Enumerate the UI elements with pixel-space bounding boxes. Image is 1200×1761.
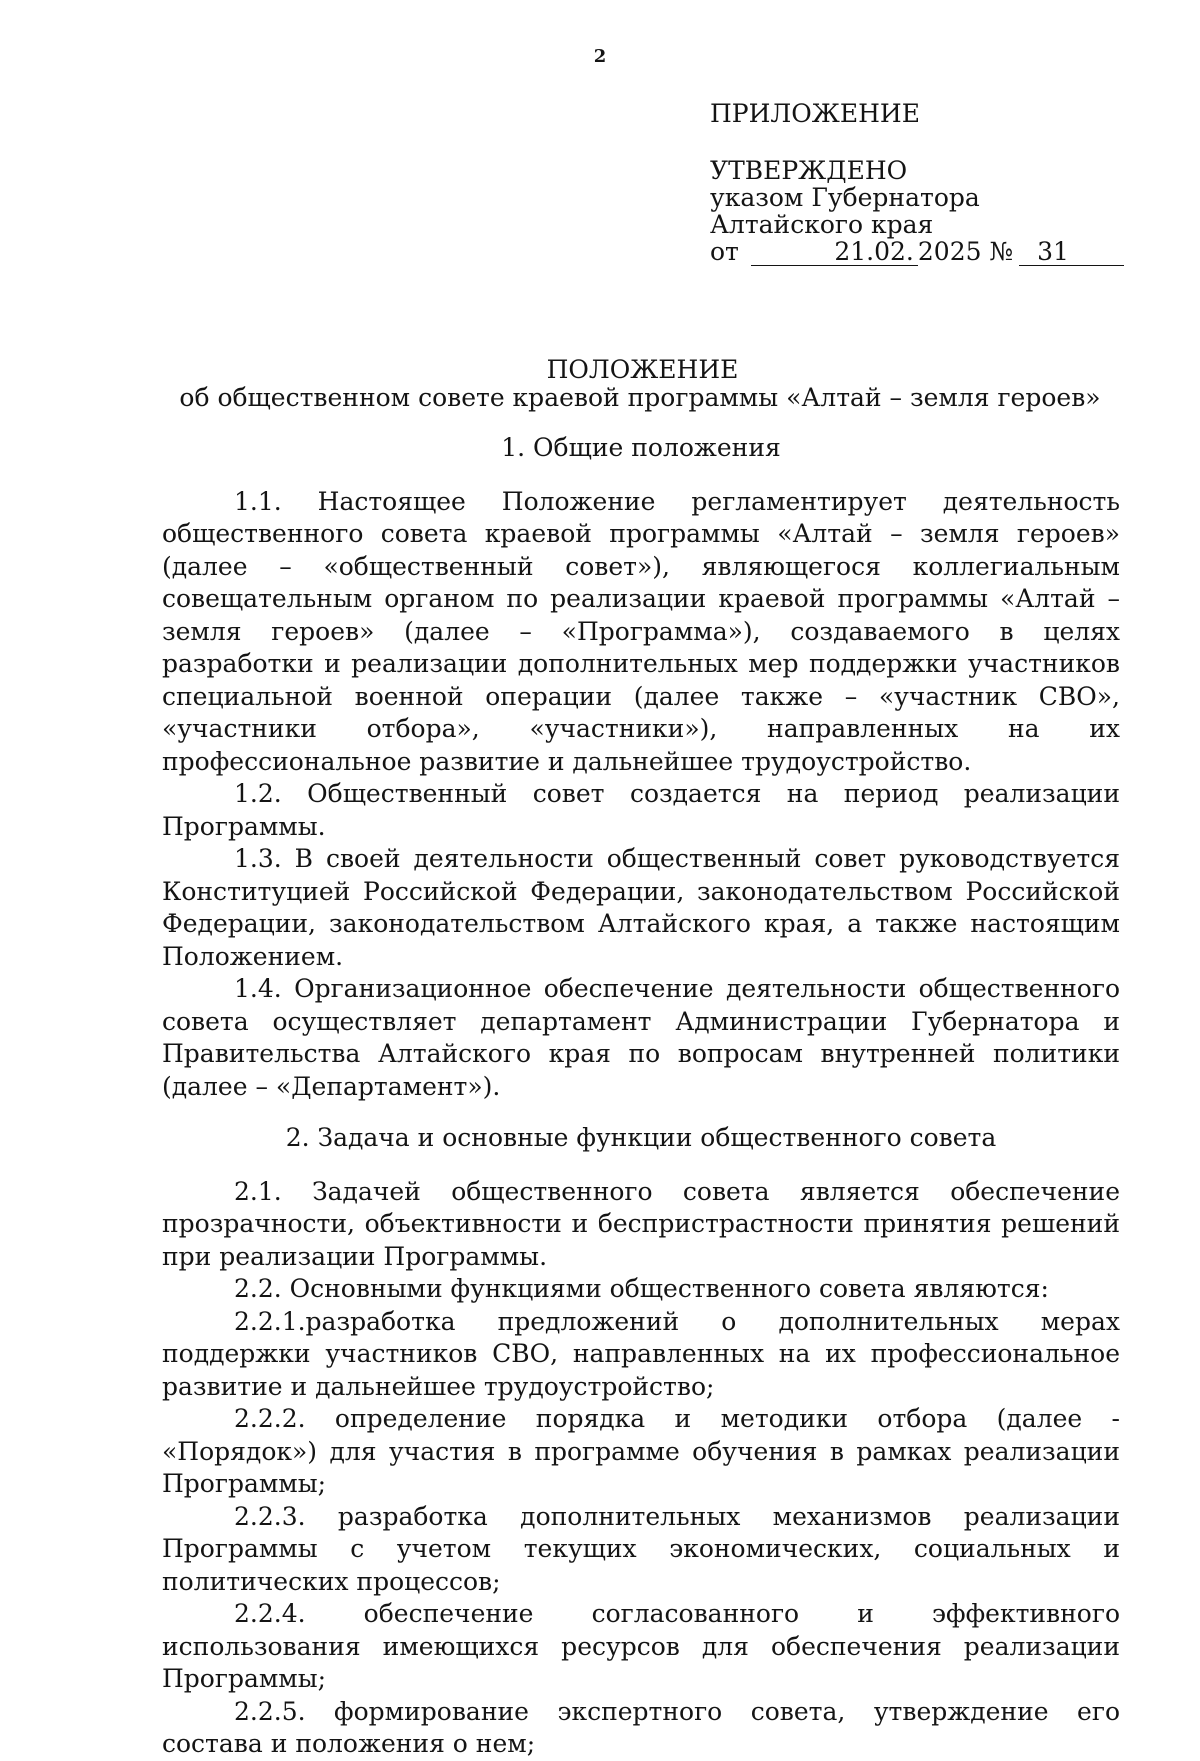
approval-line-2: Алтайского края [710, 210, 934, 239]
from-label: от [710, 237, 739, 266]
paragraph-2-2: 2.2. Основными функциями общественного совета являются: [234, 1274, 1049, 1303]
paragraph-2-2-2: 2.2.2. определение порядка и методики отбора (далее - «Порядок») для участия в программе обучения в рамках реализации Программы; [162, 1404, 1120, 1498]
paragraph-2-1: 2.1. Задачей общественного совета является обеспечение прозрачности, объективности и беспристрастности принятия решений при реализации Программы. [162, 1176, 1120, 1271]
paragraph-1-4: 1.4. Организационное обеспечение деятельности общественного совета осуществляет департамент Администрации Губернатора и Правительства Алтайского края по вопросам внутренней политики (далее – «Департамент»). [162, 974, 1120, 1101]
paragraph-2-2-3: 2.2.3. разработка дополнительных механизмов реализации Программы с учетом текущих экономических, социальных и политических процессов; [162, 1501, 1120, 1596]
document-body [162, 425, 1120, 1761]
document-title: ПОЛОЖЕНИЕ [546, 355, 739, 384]
approval-line-1: указом Губернатора [710, 183, 980, 212]
document-subtitle: об общественном совете краевой программы «Алтай – земля героев» [179, 383, 1101, 412]
paragraph-2-2-4: 2.2.4. обеспечение согласованного и эффективного использования имеющихся ресурсов для обеспечения реализации Программы; [162, 1599, 1120, 1693]
approval-year: 2025 № [917, 237, 1014, 266]
page-number: 2 [593, 46, 607, 67]
section-2-heading: 2. Задача и основные функции общественного совета [285, 1123, 997, 1152]
approval-date: 21.02. [751, 238, 918, 266]
approved-label: УТВЕРЖДЕНО [710, 156, 908, 185]
approval-date-line [710, 238, 1140, 266]
paragraph-2-2-5: 2.2.5. формирование экспертного совета, утверждение его состава и положения о нем; [162, 1696, 1120, 1758]
paragraph-1-2: 1.2. Общественный совет создается на период реализации Программы. [162, 779, 1120, 841]
paragraph-1-1: 1.1. Настоящее Положение регламентирует деятельность общественного совета краевой программы «Алтай – земля героев» (далее – «общественный совет»), являющегося коллегиальным совещательным органом по реализации краевой программы «Алтай – земля героев» (далее – «Программа»), создаваемого в целях разработки и реализации дополнительных мер поддержки участников специальной военной операции (далее также – «участник СВО», «участники отбора», «участники»), направленных на их профессиональное развитие и дальнейшее трудоустройство. [162, 486, 1120, 776]
approval-number: 31 [1019, 238, 1124, 266]
paragraph-2-2-1: 2.2.1.разработка предложений о дополнительных мерах поддержки участников СВО, направленных на их профессиональное развитие и дальнейшее трудоустройство; [162, 1306, 1120, 1401]
appendix-label: ПРИЛОЖЕНИЕ [710, 99, 920, 128]
section-1-heading: 1. Общие положения [501, 433, 781, 462]
paragraph-1-3: 1.3. В своей деятельности общественный совет руководствуется Конституцией Российской Федерации, законодательством Российской Федерации, законодательством Алтайского края, а также настоящим Положением. [162, 844, 1120, 971]
approval-block [710, 100, 1140, 266]
